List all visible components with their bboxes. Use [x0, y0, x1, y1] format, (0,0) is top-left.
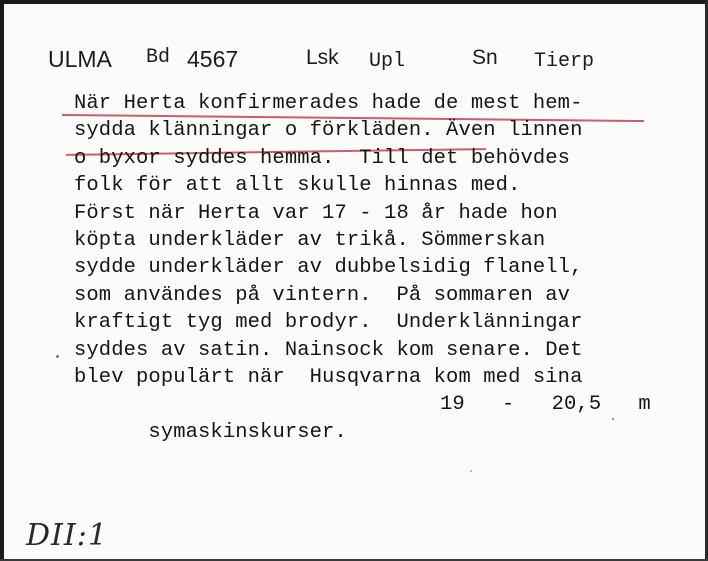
body-line: blev populärt när Husqvarna kom med sina	[74, 365, 583, 389]
page-range: 19 - 20,5 m	[440, 393, 651, 417]
body-line: som användes på vintern. På sommaren av	[74, 283, 571, 307]
landskap-label: Lsk	[306, 46, 339, 69]
body-line: sydde underkläder av dubbelsidig flanell,	[74, 256, 583, 280]
archive-name: ULMA	[48, 46, 112, 72]
body-line: symaskinskurser.	[148, 420, 347, 444]
socken-label: Sn	[472, 46, 498, 69]
body-line: Först när Herta var 17 - 18 år hade hon	[74, 201, 558, 225]
reference-number: Bd	[146, 46, 171, 69]
body-line: syddes av satin. Nainsock kom senare. Det	[74, 338, 583, 362]
body-line-last	[74, 391, 651, 444]
socken-value: Tierp	[534, 50, 595, 73]
card-body-text	[74, 90, 651, 444]
body-line: kraftigt tyg med brodyr. Underklänningar	[74, 311, 583, 335]
scan-speck	[470, 470, 472, 472]
scan-speck	[612, 418, 614, 420]
landskap-value: Upl	[369, 50, 406, 73]
body-line: o byxor syddes hemma. Till det behövdes	[74, 146, 571, 170]
scan-speck	[56, 355, 59, 358]
body-line: köpta underkläder av trikå. Sömmerskan	[74, 228, 546, 252]
card-border-left	[0, 0, 4, 561]
body-line: sydda klänningar o förkläden. Även linnen	[74, 119, 583, 143]
body-line: När Herta konfirmerades hade de mest hem-	[74, 92, 583, 115]
card-border-top	[0, 0, 708, 4]
body-line: folk för att allt skulle hinnas med.	[74, 174, 521, 198]
handwritten-signature: DII:1	[26, 518, 108, 553]
reference-code: 4567	[187, 46, 239, 72]
